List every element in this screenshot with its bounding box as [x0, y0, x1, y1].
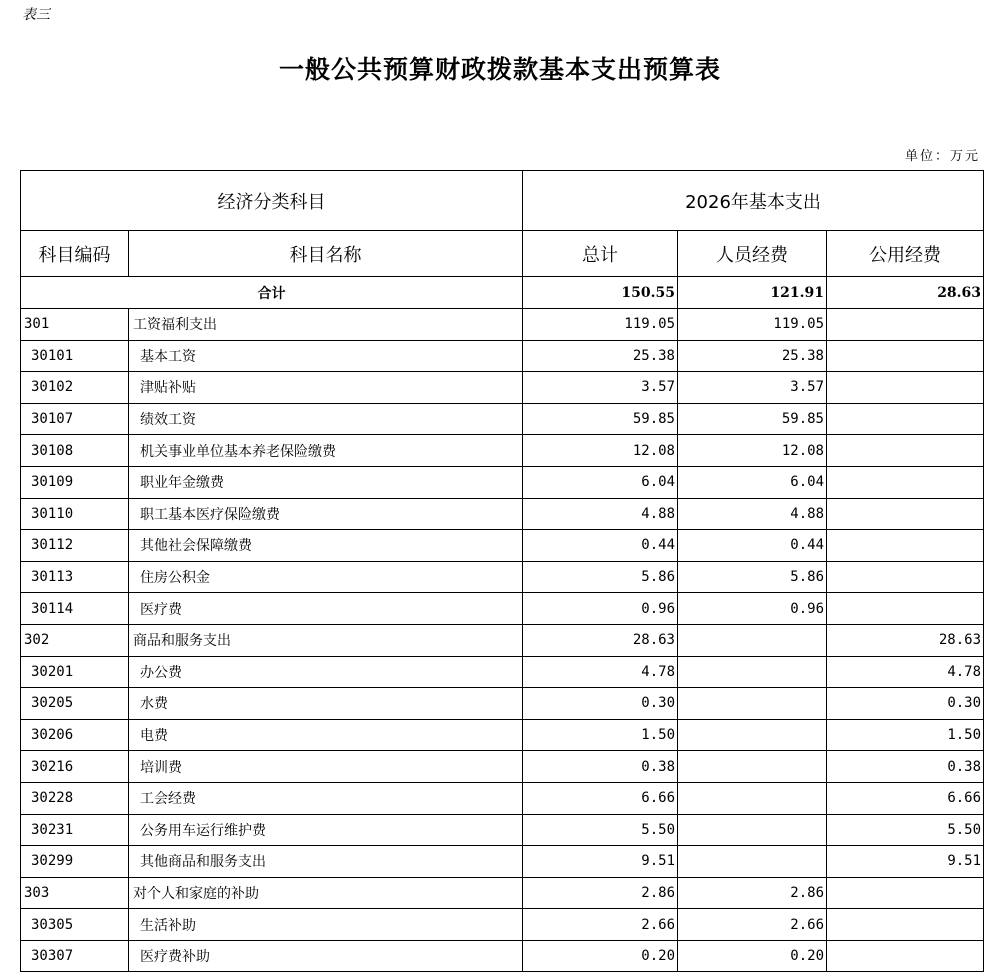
- row-total: 0.30: [523, 688, 678, 720]
- row-total: 28.63: [523, 624, 678, 656]
- row-public: [827, 909, 984, 941]
- row-total: 2.66: [523, 909, 678, 941]
- page-title: 一般公共预算财政拨款基本支出预算表: [278, 55, 721, 84]
- row-name: 其他社会保障缴费: [129, 530, 523, 562]
- row-code: 30201: [21, 656, 129, 688]
- row-name: 住房公积金: [129, 561, 523, 593]
- row-total: 6.04: [523, 466, 678, 498]
- row-code: 30110: [21, 498, 129, 530]
- row-personnel: [678, 846, 827, 878]
- row-public: [827, 435, 984, 467]
- row-name: 职业年金缴费: [129, 466, 523, 498]
- row-code: 303: [21, 877, 129, 909]
- table-row: [21, 814, 984, 846]
- row-name: 基本工资: [129, 340, 523, 372]
- row-name: 工资福利支出: [129, 309, 523, 341]
- row-name: 办公费: [129, 656, 523, 688]
- row-public: [827, 561, 984, 593]
- row-code: 30107: [21, 403, 129, 435]
- row-name: 电费: [129, 719, 523, 751]
- row-total: 0.96: [523, 593, 678, 625]
- row-code: 30307: [21, 940, 129, 972]
- row-personnel: [678, 624, 827, 656]
- row-personnel: 59.85: [678, 403, 827, 435]
- table-row: [21, 782, 984, 814]
- row-name: 对个人和家庭的补助: [129, 877, 523, 909]
- total-label: 合计: [21, 277, 523, 309]
- table-row: [21, 372, 984, 404]
- row-public: [827, 877, 984, 909]
- table-row: [21, 877, 984, 909]
- row-code: 30101: [21, 340, 129, 372]
- row-personnel: 0.20: [678, 940, 827, 972]
- row-total: 119.05: [523, 309, 678, 341]
- unit-label: 单位：万元: [904, 149, 980, 164]
- row-public: [827, 940, 984, 972]
- row-code: 30228: [21, 782, 129, 814]
- table-row: [21, 498, 984, 530]
- row-name: 医疗费补助: [129, 940, 523, 972]
- row-personnel: 3.57: [678, 372, 827, 404]
- table-row: [21, 719, 984, 751]
- table-row: [21, 656, 984, 688]
- row-code: 302: [21, 624, 129, 656]
- table-row: [21, 530, 984, 562]
- row-personnel: 12.08: [678, 435, 827, 467]
- row-personnel: 5.86: [678, 561, 827, 593]
- row-total: 4.88: [523, 498, 678, 530]
- row-name: 职工基本医疗保险缴费: [129, 498, 523, 530]
- row-code: 301: [21, 309, 129, 341]
- table-row: [21, 624, 984, 656]
- row-name: 工会经费: [129, 782, 523, 814]
- row-total: 9.51: [523, 846, 678, 878]
- row-total: 59.85: [523, 403, 678, 435]
- header-code: 科目编码: [21, 231, 129, 277]
- table-row: [21, 466, 984, 498]
- header-economic-classification: 经济分类科目: [21, 171, 523, 231]
- row-personnel: 0.96: [678, 593, 827, 625]
- row-personnel: [678, 782, 827, 814]
- row-total: 25.38: [523, 340, 678, 372]
- row-code: 30102: [21, 372, 129, 404]
- total-personnel: 121.91: [678, 277, 827, 309]
- row-public: [827, 593, 984, 625]
- row-public: 5.50: [827, 814, 984, 846]
- header-total: 总计: [523, 231, 678, 277]
- budget-table: [20, 170, 984, 972]
- row-public: [827, 372, 984, 404]
- row-public: [827, 309, 984, 341]
- row-code: 30206: [21, 719, 129, 751]
- row-total: 12.08: [523, 435, 678, 467]
- row-name: 机关事业单位基本养老保险缴费: [129, 435, 523, 467]
- row-total: 2.86: [523, 877, 678, 909]
- table-row: [21, 751, 984, 783]
- row-personnel: [678, 688, 827, 720]
- row-public: [827, 340, 984, 372]
- table-row: [21, 403, 984, 435]
- row-code: 30231: [21, 814, 129, 846]
- row-total: 6.66: [523, 782, 678, 814]
- table-row: [21, 435, 984, 467]
- row-name: 公务用车运行维护费: [129, 814, 523, 846]
- row-public: 28.63: [827, 624, 984, 656]
- row-public: 0.30: [827, 688, 984, 720]
- row-personnel: [678, 814, 827, 846]
- row-code: 30108: [21, 435, 129, 467]
- table-number-label: 表三: [22, 7, 50, 23]
- row-total: 4.78: [523, 656, 678, 688]
- row-name: 培训费: [129, 751, 523, 783]
- table-row: [21, 688, 984, 720]
- row-code: 30113: [21, 561, 129, 593]
- row-public: 6.66: [827, 782, 984, 814]
- row-public: [827, 466, 984, 498]
- table-row: [21, 846, 984, 878]
- row-code: 30299: [21, 846, 129, 878]
- row-code: 30216: [21, 751, 129, 783]
- row-name: 绩效工资: [129, 403, 523, 435]
- row-code: 30109: [21, 466, 129, 498]
- table-row: [21, 561, 984, 593]
- table-row: [21, 940, 984, 972]
- row-name: 水费: [129, 688, 523, 720]
- row-code: 30305: [21, 909, 129, 941]
- row-public: [827, 530, 984, 562]
- header-basic-expenditure: 2026年基本支出: [523, 171, 984, 231]
- row-total: 5.86: [523, 561, 678, 593]
- table-row: [21, 309, 984, 341]
- row-personnel: 0.44: [678, 530, 827, 562]
- row-name: 医疗费: [129, 593, 523, 625]
- row-personnel: [678, 719, 827, 751]
- row-name: 生活补助: [129, 909, 523, 941]
- table-row: [21, 593, 984, 625]
- row-personnel: 2.66: [678, 909, 827, 941]
- row-total: 0.20: [523, 940, 678, 972]
- row-personnel: [678, 656, 827, 688]
- header-public: 公用经费: [827, 231, 984, 277]
- row-total: 1.50: [523, 719, 678, 751]
- header-name: 科目名称: [129, 231, 523, 277]
- total-total: 150.55: [523, 277, 678, 309]
- row-public: 9.51: [827, 846, 984, 878]
- row-name: 其他商品和服务支出: [129, 846, 523, 878]
- row-total: 3.57: [523, 372, 678, 404]
- row-personnel: 6.04: [678, 466, 827, 498]
- header-personnel: 人员经费: [678, 231, 827, 277]
- row-personnel: 2.86: [678, 877, 827, 909]
- row-total: 5.50: [523, 814, 678, 846]
- row-personnel: 119.05: [678, 309, 827, 341]
- row-name: 商品和服务支出: [129, 624, 523, 656]
- row-public: [827, 403, 984, 435]
- total-row: [21, 277, 984, 309]
- row-public: 0.38: [827, 751, 984, 783]
- row-total: 0.38: [523, 751, 678, 783]
- table-row: [21, 909, 984, 941]
- table-row: [21, 340, 984, 372]
- row-name: 津贴补贴: [129, 372, 523, 404]
- row-code: 30205: [21, 688, 129, 720]
- row-code: 30112: [21, 530, 129, 562]
- row-total: 0.44: [523, 530, 678, 562]
- row-code: 30114: [21, 593, 129, 625]
- row-personnel: 4.88: [678, 498, 827, 530]
- row-personnel: 25.38: [678, 340, 827, 372]
- total-public: 28.63: [827, 277, 984, 309]
- row-personnel: [678, 751, 827, 783]
- row-public: 4.78: [827, 656, 984, 688]
- row-public: [827, 498, 984, 530]
- row-public: 1.50: [827, 719, 984, 751]
